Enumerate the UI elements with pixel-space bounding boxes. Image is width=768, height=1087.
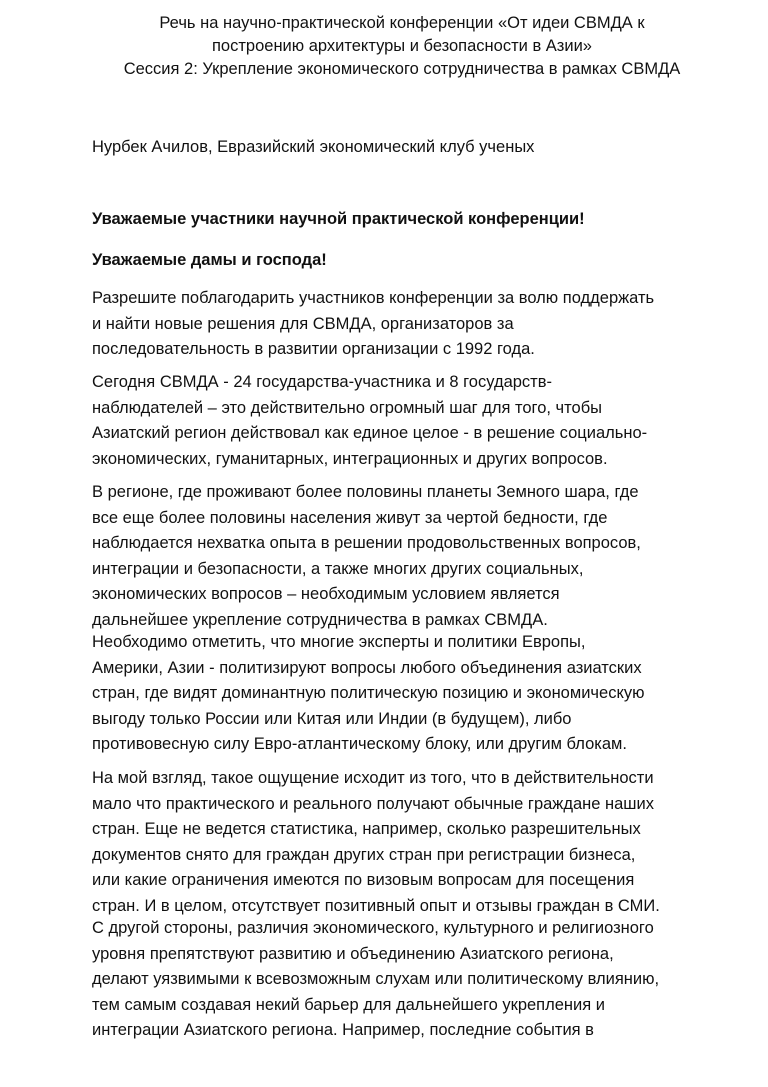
text-line: противовесную силу Евро-атлантическому блоку, или другим блокам. <box>92 735 627 753</box>
paragraph <box>92 370 732 472</box>
text-line: стран, где видят доминантную политическую позицию и экономическую <box>92 684 645 702</box>
author-line: Нурбек Ачилов, Евразийский экономический клуб ученых <box>92 138 535 156</box>
text-line: Сегодня СВМДА - 24 государства-участника и 8 государств- <box>92 373 552 391</box>
text-line: делают уязвимыми к всевозможным слухам или политическому влиянию, <box>92 970 660 988</box>
text-line: Америки, Азии - политизируют вопросы любого объединения азиатских <box>92 658 642 677</box>
text-line: экономических, гуманитарных, интеграционных и других вопросов. <box>92 449 608 468</box>
header-title-line: построению архитектуры и безопасности в Азии» <box>212 37 592 55</box>
paragraph <box>92 916 732 1044</box>
text-line: С другой стороны, различия экономического, культурного и религиозного <box>92 919 654 937</box>
text-line: интеграции и безопасности, а также многих других социальных, <box>92 559 584 578</box>
text-line: документов снято для граждан других стран при регистрации бизнеса, <box>92 845 636 864</box>
text-line: Азиатский регион действовал как единое целое - в решение социально- <box>92 424 648 442</box>
greeting-participants: Уважаемые участники научной практической конференции! <box>92 210 585 228</box>
text-line: экономических вопросов – необходимым условием является <box>92 585 560 603</box>
text-line: выгоду только России или Китая или Индии (в будущем), либо <box>92 709 572 728</box>
paragraph <box>92 480 732 633</box>
text-line: уровня препятствуют развитию и объединению Азиатского региона, <box>92 944 614 963</box>
text-line: стран. Еще не ведется статистика, например, сколько разрешительных <box>92 820 641 838</box>
text-line: стран. И в целом, отсутствует позитивный опыт и отзывы граждан в СМИ. <box>92 896 660 915</box>
text-line: Разрешите поблагодарить участников конференции за волю поддержать <box>92 289 655 307</box>
greeting-ladies-gentlemen: Уважаемые дамы и господа! <box>92 251 327 269</box>
text-line: мало что практического и реального получают обычные граждане наших <box>92 794 655 813</box>
text-line: наблюдается нехватка опыта в решении продовольственных вопросов, <box>92 534 641 552</box>
text-line: или какие ограничения имеются по визовым вопросам для посещения <box>92 871 635 889</box>
document-header <box>92 12 712 81</box>
header-title-line: Речь на научно-практической конференции «От идеи СВМДА к <box>159 14 645 32</box>
text-line: Необходимо отметить, что многие эксперты и политики Европы, <box>92 633 586 651</box>
header-session-line: Сессия 2: Укрепление экономического сотрудничества в рамках СВМДА <box>123 60 681 78</box>
text-line: интеграции Азиатского региона. Например, последние события в <box>92 1021 594 1039</box>
text-line: наблюдателей – это действительно огромный шаг для того, чтобы <box>92 398 603 417</box>
paragraph <box>92 286 732 363</box>
text-line: и найти новые решения для СВМДА, организаторов за <box>92 314 514 333</box>
paragraph <box>92 766 732 919</box>
text-line: На мой взгляд, такое ощущение исходит из того, что в действительности <box>92 769 654 787</box>
text-line: последовательность в развитии организации с 1992 года. <box>92 340 535 358</box>
paragraph <box>92 630 732 758</box>
text-line: тем самым создавая некий барьер для дальнейшего укрепления и <box>92 995 605 1014</box>
text-line: В регионе, где проживают более половины планеты Земного шара, где <box>92 483 639 501</box>
text-line: дальнейшее укрепление сотрудничества в рамках СВМДА. <box>92 610 548 629</box>
text-line: все еще более половины населения живут за чертой бедности, где <box>92 508 608 527</box>
